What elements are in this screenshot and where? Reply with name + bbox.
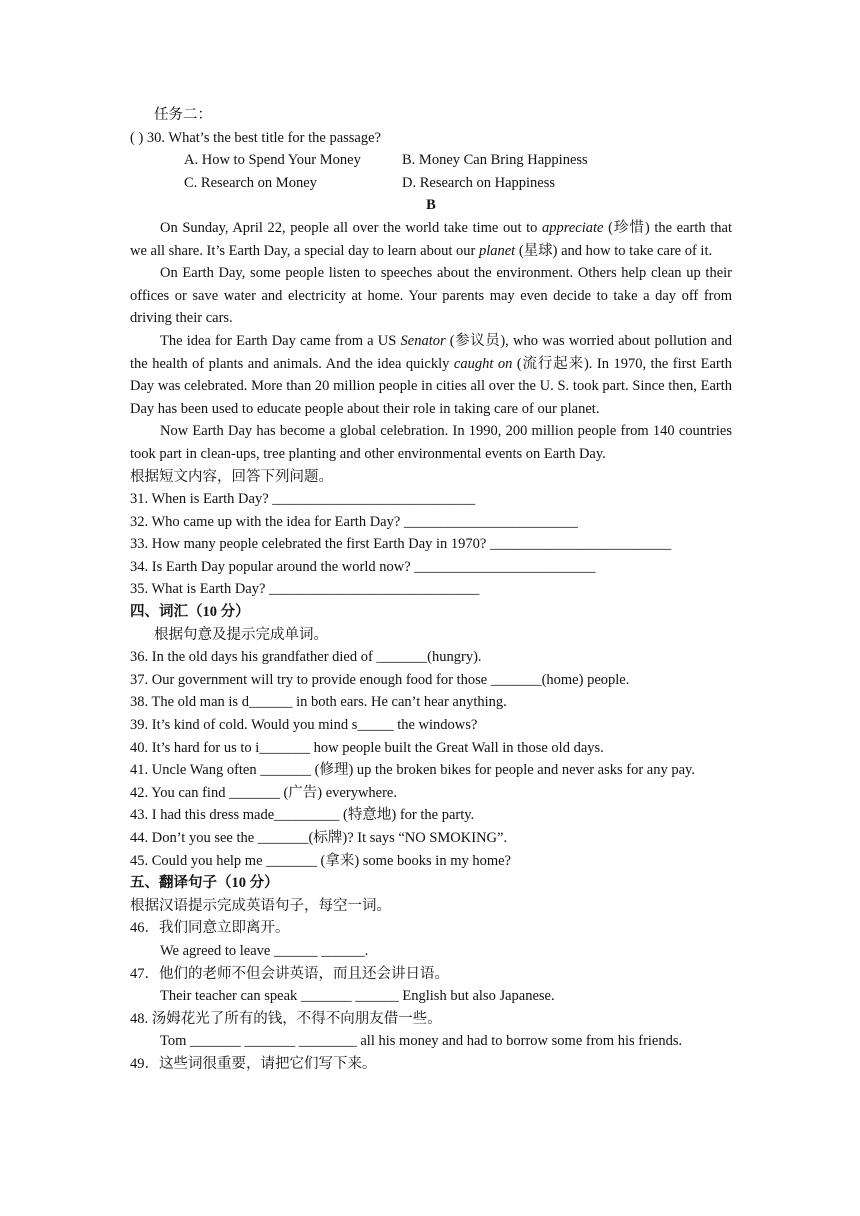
qa-item: 33. How many people celebrated the first Earth Day in 1970? _________________________ xyxy=(130,536,672,553)
passage-paragraph-3: The idea for Earth Day came from a US Senator (参议员), who was worried about pollution and the health of plants and animals. And the idea quickly caught on (流行起来). In 1970, the first Earth Day was celebrated. More than 20 million people in cities all over the U. S. took part. Since then, Earth Day has been used to educate people about their role in taking care of our planet. xyxy=(130,332,732,417)
vocab-item: 38. The old man is d______ in both ears. He can’t hear anything. xyxy=(130,694,507,711)
translate-instruction: 根据汉语提示完成英语句子，每空一词。 xyxy=(130,897,391,914)
options-row-2 xyxy=(130,172,732,195)
vocab-item: 40. It’s hard for us to i_______ how people built the Great Wall in those old days. xyxy=(130,739,604,756)
translate-en: Their teacher can speak _______ ______ English but also Japanese. xyxy=(160,988,555,1005)
passage-paragraph-4: Now Earth Day has become a global celebration. In 1990, 200 million people from 140 countries took part in clean-ups, tree planting and other environmental events on Earth Day. xyxy=(130,423,732,462)
passage-label: B xyxy=(426,197,436,214)
option-c: C. Research on Money xyxy=(184,174,317,191)
vocab-item: 45. Could you help me _______ (拿来) some books in my home? xyxy=(130,852,511,869)
translate-en: Tom _______ _______ ________ all his money and had to borrow some from his friends. xyxy=(160,1033,683,1050)
vocab-heading: 四、词汇（10 分） xyxy=(130,604,250,621)
vocab-item: 39. It’s kind of cold. Would you mind s_____ the windows? xyxy=(130,717,478,734)
passage-paragraph-1: On Sunday, April 22, people all over the world take time out to appreciate (珍惜) the earth that we all share. It’s Earth Day, a special day to learn about our planet (星球) and how to take care of it. xyxy=(130,219,732,259)
translate-en: We agreed to leave ______ ______. xyxy=(160,942,369,959)
qa-instruction: 根据短文内容，回答下列问题。 xyxy=(130,468,333,485)
qa-item: 31. When is Earth Day? ____________________________ xyxy=(130,491,476,508)
vocab-item: 43. I had this dress made_________ (特意地) for the party. xyxy=(130,807,475,824)
qa-item: 32. Who came up with the idea for Earth Day? ________________________ xyxy=(130,513,578,530)
task2-heading: 任务二： xyxy=(154,107,212,123)
translate-cn: 48. 汤姆花光了所有的钱，不得不向朋友借一些。 xyxy=(130,1010,442,1027)
translate-cn: 49．这些词很重要，请把它们写下来。 xyxy=(130,1055,377,1072)
translate-heading: 五、翻译句子（10 分） xyxy=(130,875,279,892)
qa-item: 35. What is Earth Day? _____________________________ xyxy=(130,581,480,598)
qa-item: 34. Is Earth Day popular around the world now? _________________________ xyxy=(130,558,596,575)
vocab-item: 42. You can find _______ (广告) everywhere. xyxy=(130,784,397,801)
option-b: B. Money Can Bring Happiness xyxy=(402,152,588,169)
vocab-item: 44. Don’t you see the _______(标牌)? It says “NO SMOKING”. xyxy=(130,830,508,846)
vocab-instruction: 根据句意及提示完成单词。 xyxy=(154,626,328,643)
document-content xyxy=(130,104,732,1076)
option-a: A. How to Spend Your Money xyxy=(184,152,361,169)
vocab-item: 37. Our government will try to provide enough food for those _______(home) people. xyxy=(130,671,630,688)
translate-cn: 47．他们的老师不但会讲英语，而且还会讲日语。 xyxy=(130,965,449,982)
option-d: D. Research on Happiness xyxy=(402,174,556,191)
question-30: ( ) 30. What’s the best title for the passage? xyxy=(130,129,381,146)
vocab-item: 36. In the old days his grandfather died of _______(hungry). xyxy=(130,649,482,666)
vocab-item: 41. Uncle Wang often _______ (修理) up the broken bikes for people and never asks for any pay. xyxy=(130,762,695,779)
translate-cn: 46．我们同意立即离开。 xyxy=(130,920,290,937)
options-row-1 xyxy=(130,149,732,172)
passage-paragraph-2: On Earth Day, some people listen to speeches about the environment. Others help clean up their offices or save water and electricity at home. Your parents may even decide to take a day off from driving their cars. xyxy=(130,265,732,327)
